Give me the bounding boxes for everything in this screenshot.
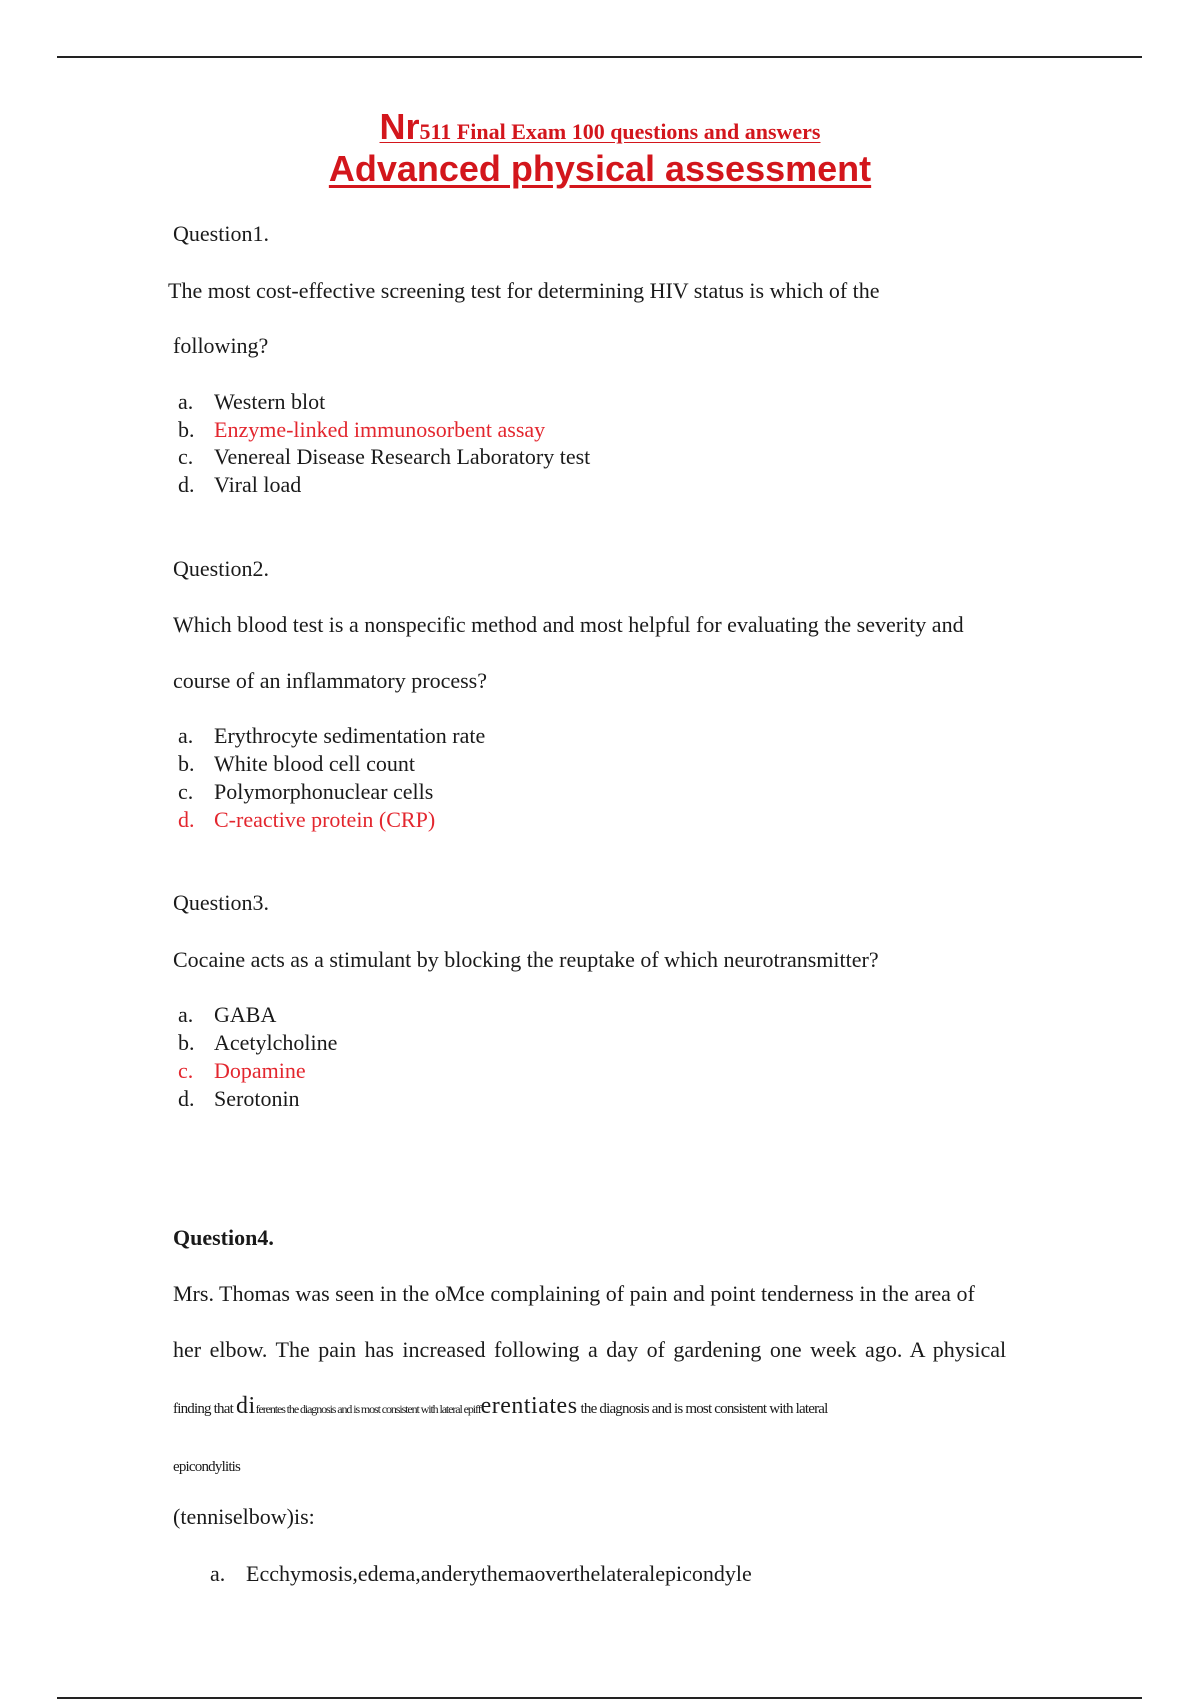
question-2-option-a: a. Erythrocyte sedimentation rate (178, 723, 486, 748)
bottom-rule (57, 1697, 1142, 1699)
question-4-label: Question4. (173, 1225, 274, 1250)
question-4-garbled-line: finding that diferentes the diagnosis and is most consistent with lateral epifferentiates the diagnosis and is most consistent with lateral (173, 1393, 828, 1419)
question-3-option-b: b. Acetylcholine (178, 1030, 338, 1055)
correct-answer: C-reactive protein (CRP) (214, 807, 436, 832)
question-1-option-a: a. Western blot (178, 389, 326, 414)
title-prefix: Nr (379, 106, 420, 147)
question-1-label: Question1. (173, 221, 269, 246)
question-2-text-line-1: Which blood test is a nonspecific method and most helpful for evaluating the severity and (173, 612, 964, 637)
question-2-option-c: c. Polymorphonuclear cells (178, 779, 434, 804)
question-3-option-d: d. Serotonin (178, 1086, 300, 1111)
question-3-label: Question3. (173, 890, 269, 915)
question-1-option-b: b. Enzyme-linked immunosorbent assay (178, 417, 546, 442)
question-4-option-a: a. Ecchymosis,edema,anderythemaoverthelateralepicondyle (210, 1561, 752, 1586)
question-3-option-c: c. Dopamine (178, 1058, 306, 1083)
question-4-text-line-4: epicondylitis (173, 1459, 241, 1475)
title-line-1 (380, 106, 821, 148)
question-4-text-line-2: her elbow. The pain has increased following a day of gardening one week ago. A physical (173, 1337, 1007, 1362)
question-2-text-line-2: course of an inflammatory process? (173, 668, 487, 693)
top-rule (57, 56, 1142, 58)
correct-answer: Enzyme-linked immunosorbent assay (214, 417, 546, 442)
question-4-text-line-5: (tenniselbow)is: (173, 1504, 315, 1529)
correct-answer: Dopamine (214, 1058, 306, 1083)
question-4-text-line-1: Mrs. Thomas was seen in the oMce complaining of pain and point tenderness in the area of (173, 1281, 975, 1306)
question-2-option-d: d. C-reactive protein (CRP) (178, 807, 436, 832)
question-1-option-d: d. Viral load (178, 472, 302, 497)
question-1-text-line-1: The most cost-effective screening test for determining HIV status is which of the (168, 278, 880, 303)
question-2-option-b: b. White blood cell count (178, 751, 415, 776)
question-1-option-c: c. Venereal Disease Research Laboratory test (178, 444, 591, 469)
question-2-label: Question2. (173, 556, 269, 581)
title-line-2: Advanced physical assessment (328, 148, 872, 189)
title-rest: 511 Final Exam 100 questions and answers (419, 119, 821, 144)
question-3-option-a: a. GABA (178, 1002, 277, 1027)
question-3-text-line-1: Cocaine acts as a stimulant by blocking the reuptake of which neurotransmitter? (173, 947, 879, 972)
document-title (0, 106, 1200, 190)
question-1-text-line-2: following? (173, 333, 269, 358)
